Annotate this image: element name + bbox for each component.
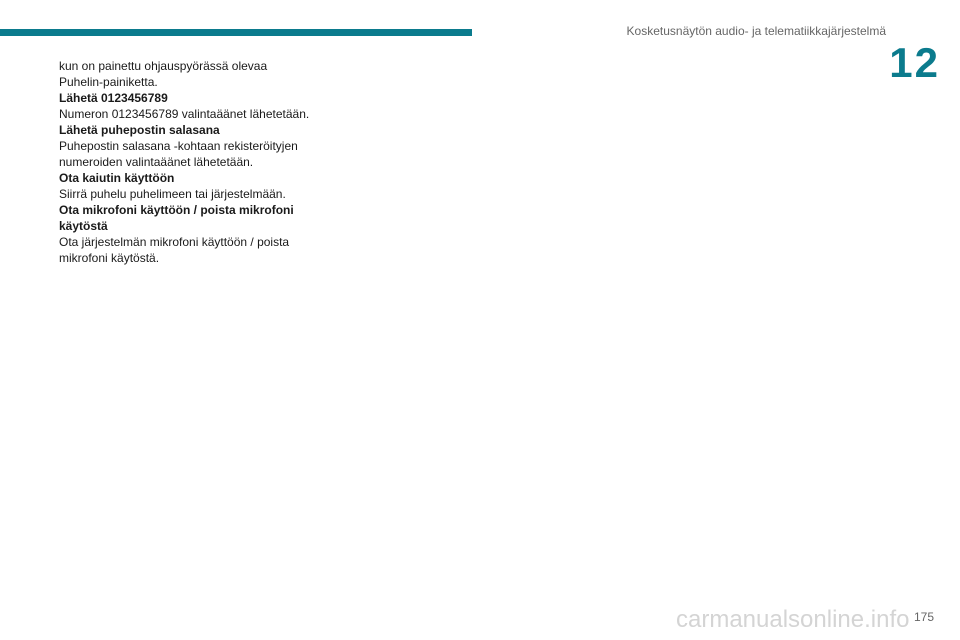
heading-line: Ota mikrofoni käyttöön / poista mikrofoni	[59, 203, 294, 217]
intro-line: kun on painettu ohjauspyörässä olevaa	[59, 59, 268, 73]
chapter-number: 12	[889, 39, 940, 86]
section-body-voicemail-password	[59, 138, 329, 170]
section-body-send-number	[59, 106, 329, 122]
section-heading-microphone	[59, 202, 329, 234]
body-line: Ota järjestelmän mikrofoni käyttöön / poista	[59, 235, 290, 249]
body-line: Puhepostin salasana -kohtaan rekisteröityjen	[59, 139, 298, 153]
heading-line: käytöstä	[59, 219, 108, 233]
body-line: Siirrä puhelu puhelimeen tai järjestelmään.	[59, 187, 286, 201]
intro-text	[59, 58, 329, 90]
section-body-speaker	[59, 186, 329, 202]
body-line: Numeron 0123456789 valintaäänet lähetetään.	[59, 107, 310, 121]
heading-line: Lähetä 0123456789	[59, 91, 168, 105]
heading-line: Ota kaiutin käyttöön	[59, 171, 175, 185]
section-heading-voicemail-password	[59, 122, 329, 138]
watermark: carmanualsonline.info	[676, 606, 910, 633]
section-body-microphone	[59, 234, 329, 266]
body-line: numeroiden valintaäänet lähetetään.	[59, 155, 254, 169]
heading-line: Lähetä puhepostin salasana	[59, 123, 220, 137]
main-content	[59, 58, 329, 266]
section-heading-speaker	[59, 170, 329, 186]
intro-line: Puhelin-painiketta.	[59, 75, 158, 89]
body-line: mikrofoni käytöstä.	[59, 251, 160, 265]
chapter-title: Kosketusnäytön audio- ja telematiikkajärjestelmä	[626, 24, 886, 38]
section-heading-send-number	[59, 90, 329, 106]
page-number: 175	[913, 610, 934, 624]
header-accent-bar	[0, 29, 472, 36]
